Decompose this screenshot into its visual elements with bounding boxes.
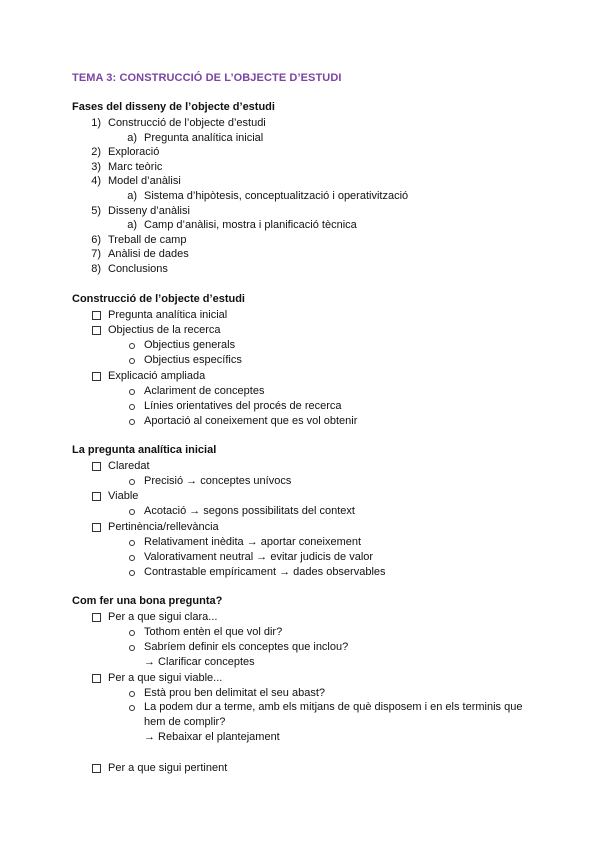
circle-bullet-icon bbox=[129, 555, 135, 561]
circle-bullet-icon bbox=[129, 540, 135, 546]
checkbox-icon[interactable] bbox=[92, 523, 101, 532]
checkbox-icon[interactable] bbox=[92, 311, 101, 320]
circle-bullet-icon bbox=[129, 645, 135, 651]
circle-bullet-icon bbox=[129, 705, 135, 711]
checkbox-icon[interactable] bbox=[92, 492, 101, 501]
circle-bullet-icon bbox=[129, 389, 135, 395]
circle-bullet-icon bbox=[129, 419, 135, 425]
circle-bullet-icon bbox=[129, 343, 135, 349]
checkbox-icon[interactable] bbox=[92, 326, 101, 335]
section-heading-construccio: Construcció de l’objecte d’estudi bbox=[72, 293, 245, 305]
page-title: TEMA 3: CONSTRUCCIÓ DE L’OBJECTE D’ESTUDI bbox=[72, 72, 342, 84]
checkbox-icon[interactable] bbox=[92, 613, 101, 622]
checkbox-icon[interactable] bbox=[92, 462, 101, 471]
circle-bullet-icon bbox=[129, 404, 135, 410]
circle-bullet-icon bbox=[129, 691, 135, 697]
document-page: TEMA 3: CONSTRUCCIÓ DE L’OBJECTE D’ESTUDI Fases del disseny de l’objecte d’estudi 1) Construcció de l’objecte d’estudi a) Pregunta analítica inicial 2) Exploració 3) Marc teòric 4) Model d’anàlisi a) Sistema d’hipòtesis, conceptualització i operativització 5) Disseny d’anàlisi a) Camp d’anàlisi, mostra i planificació tècnica 6) Treball de camp 7) Anàlisi de dades 8) Conclusions Construcció de l’objecte d’estudi Pregunta analítica inicial Objectius de la recerca Objectius generals Objectius específics Explicació ampliada Aclariment de conceptes Línies orientatives del procés de recerca Aportació al coneixement que es vol obtenir La pregunta analítica inicial Claredat Precisió → conceptes unívocs Viable Acotació → segons possibilitats del context Pertinència/rellevància Relativament inèdita → aportar coneixement Valorativament neutral → evitar judicis de valor Contrastable empíricament → dades observables Com fer una bona pregunta? Per a que sigui clara... Tothom entèn el que vol dir? Sabríem definir els conceptes que inclou? → Clarificar conceptes Per a que sigui viable... Està prou ben delimitat el seu abast? La podem dur a terme, amb els mitjans de què disposem i en els terminis que hem de complir? → Rebaixar el plantejament Per a que sigui pertinent bbox=[72, 72, 523, 774]
section-heading-pregunta: La pregunta analítica inicial bbox=[72, 444, 217, 456]
circle-bullet-icon bbox=[129, 358, 135, 364]
circle-bullet-icon bbox=[129, 630, 135, 636]
circle-bullet-icon bbox=[129, 479, 135, 485]
checkbox-icon[interactable] bbox=[92, 764, 101, 773]
section-heading-fases: Fases del disseny de l’objecte d’estudi bbox=[72, 101, 275, 113]
circle-bullet-icon bbox=[129, 509, 135, 515]
circle-bullet-icon bbox=[129, 570, 135, 576]
checkbox-icon[interactable] bbox=[92, 372, 101, 381]
checkbox-icon[interactable] bbox=[92, 674, 101, 683]
section-heading-bona-pregunta: Com fer una bona pregunta? bbox=[72, 595, 223, 607]
